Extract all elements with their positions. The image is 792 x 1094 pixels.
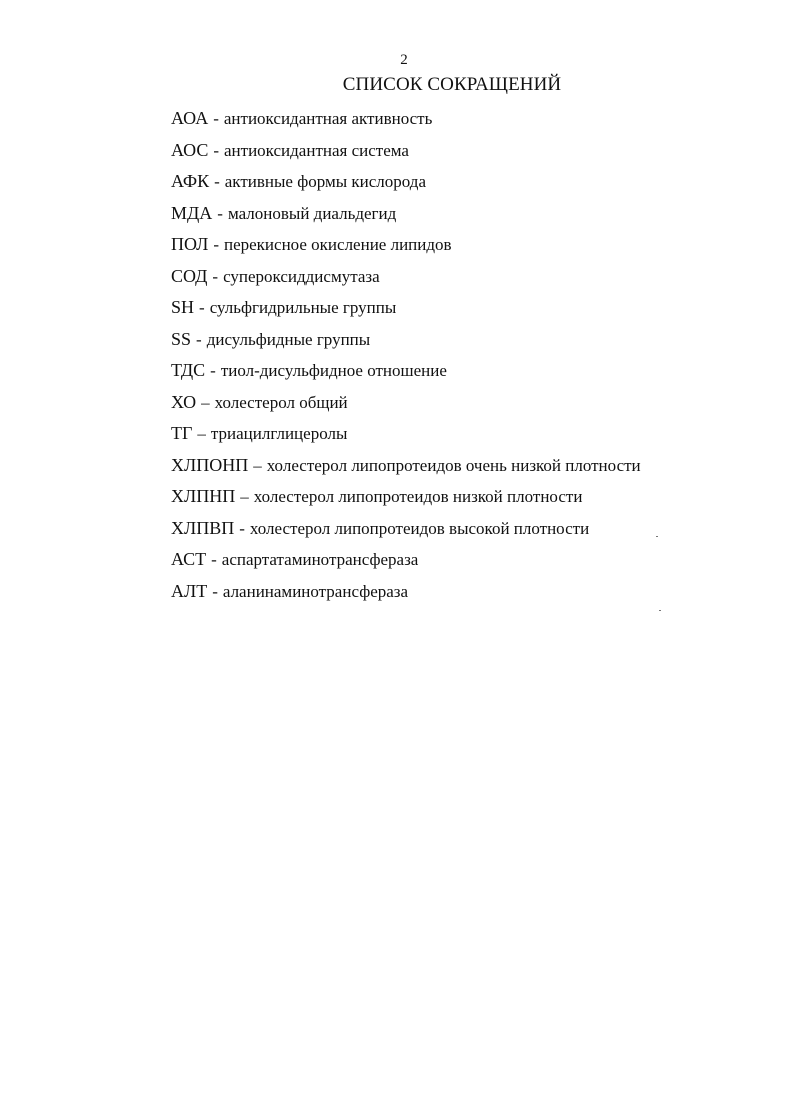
abbreviation-separator: – [253,455,262,475]
abbreviation-definition: дисульфидные группы [206,329,371,349]
page-number: 2 [400,52,408,68]
abbreviation-term: ТДС [171,360,206,380]
abbreviation-item [171,327,731,359]
abbreviation-term: АОС [171,139,209,160]
abbreviation-separator: - [217,203,223,223]
abbreviation-definition: малоновый диальдегид [227,203,397,223]
abbreviation-term: АСТ [171,549,207,569]
abbreviation-item [171,421,731,453]
abbreviation-definition: супероксиддисмутаза [223,266,380,286]
abbreviation-item [171,169,731,201]
abbreviation-term: АОА [171,108,209,128]
abbreviation-definition: активные формы кислорода [224,172,426,191]
page-title: СПИСОК СОКРАЩЕНИЙ [342,74,562,95]
abbreviation-separator: - [212,266,219,286]
abbreviation-separator: – [240,487,249,506]
abbreviation-item [171,264,731,296]
abbreviation-item [171,358,731,390]
abbreviation-item [171,201,731,233]
abbreviation-item [171,390,731,422]
abbreviation-item [171,484,731,516]
abbreviation-item [171,516,731,548]
abbreviation-definition: холестерол липопротеидов высокой плотности [249,518,590,538]
abbreviation-separator: – [197,424,206,443]
abbreviation-term: СОД [171,265,208,286]
abbreviation-definition: антиоксидантная система [224,140,409,160]
abbreviation-definition: тиол-дисульфидное отношение [220,361,447,380]
abbreviation-definition: антиоксидантная активность [223,109,433,128]
scan-speck [659,610,661,611]
abbreviation-term: SS [171,328,192,349]
abbreviation-separator: - [212,581,218,601]
abbreviation-definition: холестерол общий [214,392,348,412]
abbreviation-definition: аланинаминотрансфераза [222,581,409,601]
abbreviation-definition: триацилглицеролы [210,424,348,443]
abbreviation-definition: холестерол липопротеидов очень низкой плотности [266,455,641,475]
abbreviation-term: ХЛПВП [171,517,235,538]
abbreviation-term: ХЛПНП [171,486,236,506]
abbreviation-term: АФК [171,171,210,191]
abbreviation-term: ХЛПОНП [171,454,249,475]
abbreviation-term: ТГ [171,423,193,443]
abbreviation-separator: - [210,361,216,380]
abbreviation-item [171,547,731,579]
abbreviation-term: МДА [171,202,213,223]
abbreviation-item [171,579,731,611]
abbreviation-term: ПОЛ [171,234,209,254]
abbreviation-item [171,106,731,138]
abbreviation-separator: - [213,140,219,160]
abbreviation-term: SH [171,297,195,317]
abbreviation-separator: - [214,172,220,191]
abbreviation-definition: перекисное окисление липидов [223,235,452,254]
abbreviation-definition: сульфгидрильные группы [209,298,397,317]
abbreviation-definition: аспартатаминотрансфераза [221,550,419,569]
abbreviation-separator: - [196,329,202,349]
abbreviation-definition: холестерол липопротеидов низкой плотности [253,487,583,506]
abbreviation-term: АЛТ [171,580,208,601]
abbreviation-item [171,232,731,264]
abbreviation-list [171,106,731,610]
abbreviation-separator: – [201,392,210,412]
abbreviation-item [171,453,731,485]
abbreviation-item [171,138,731,170]
abbreviation-separator: - [213,109,219,128]
abbreviation-separator: - [239,518,245,538]
abbreviation-separator: - [211,550,217,569]
abbreviation-separator: - [213,235,219,254]
abbreviation-item [171,295,731,327]
scan-speck [656,536,658,537]
abbreviation-term: ХО [171,391,197,412]
abbreviation-separator: - [199,298,205,317]
